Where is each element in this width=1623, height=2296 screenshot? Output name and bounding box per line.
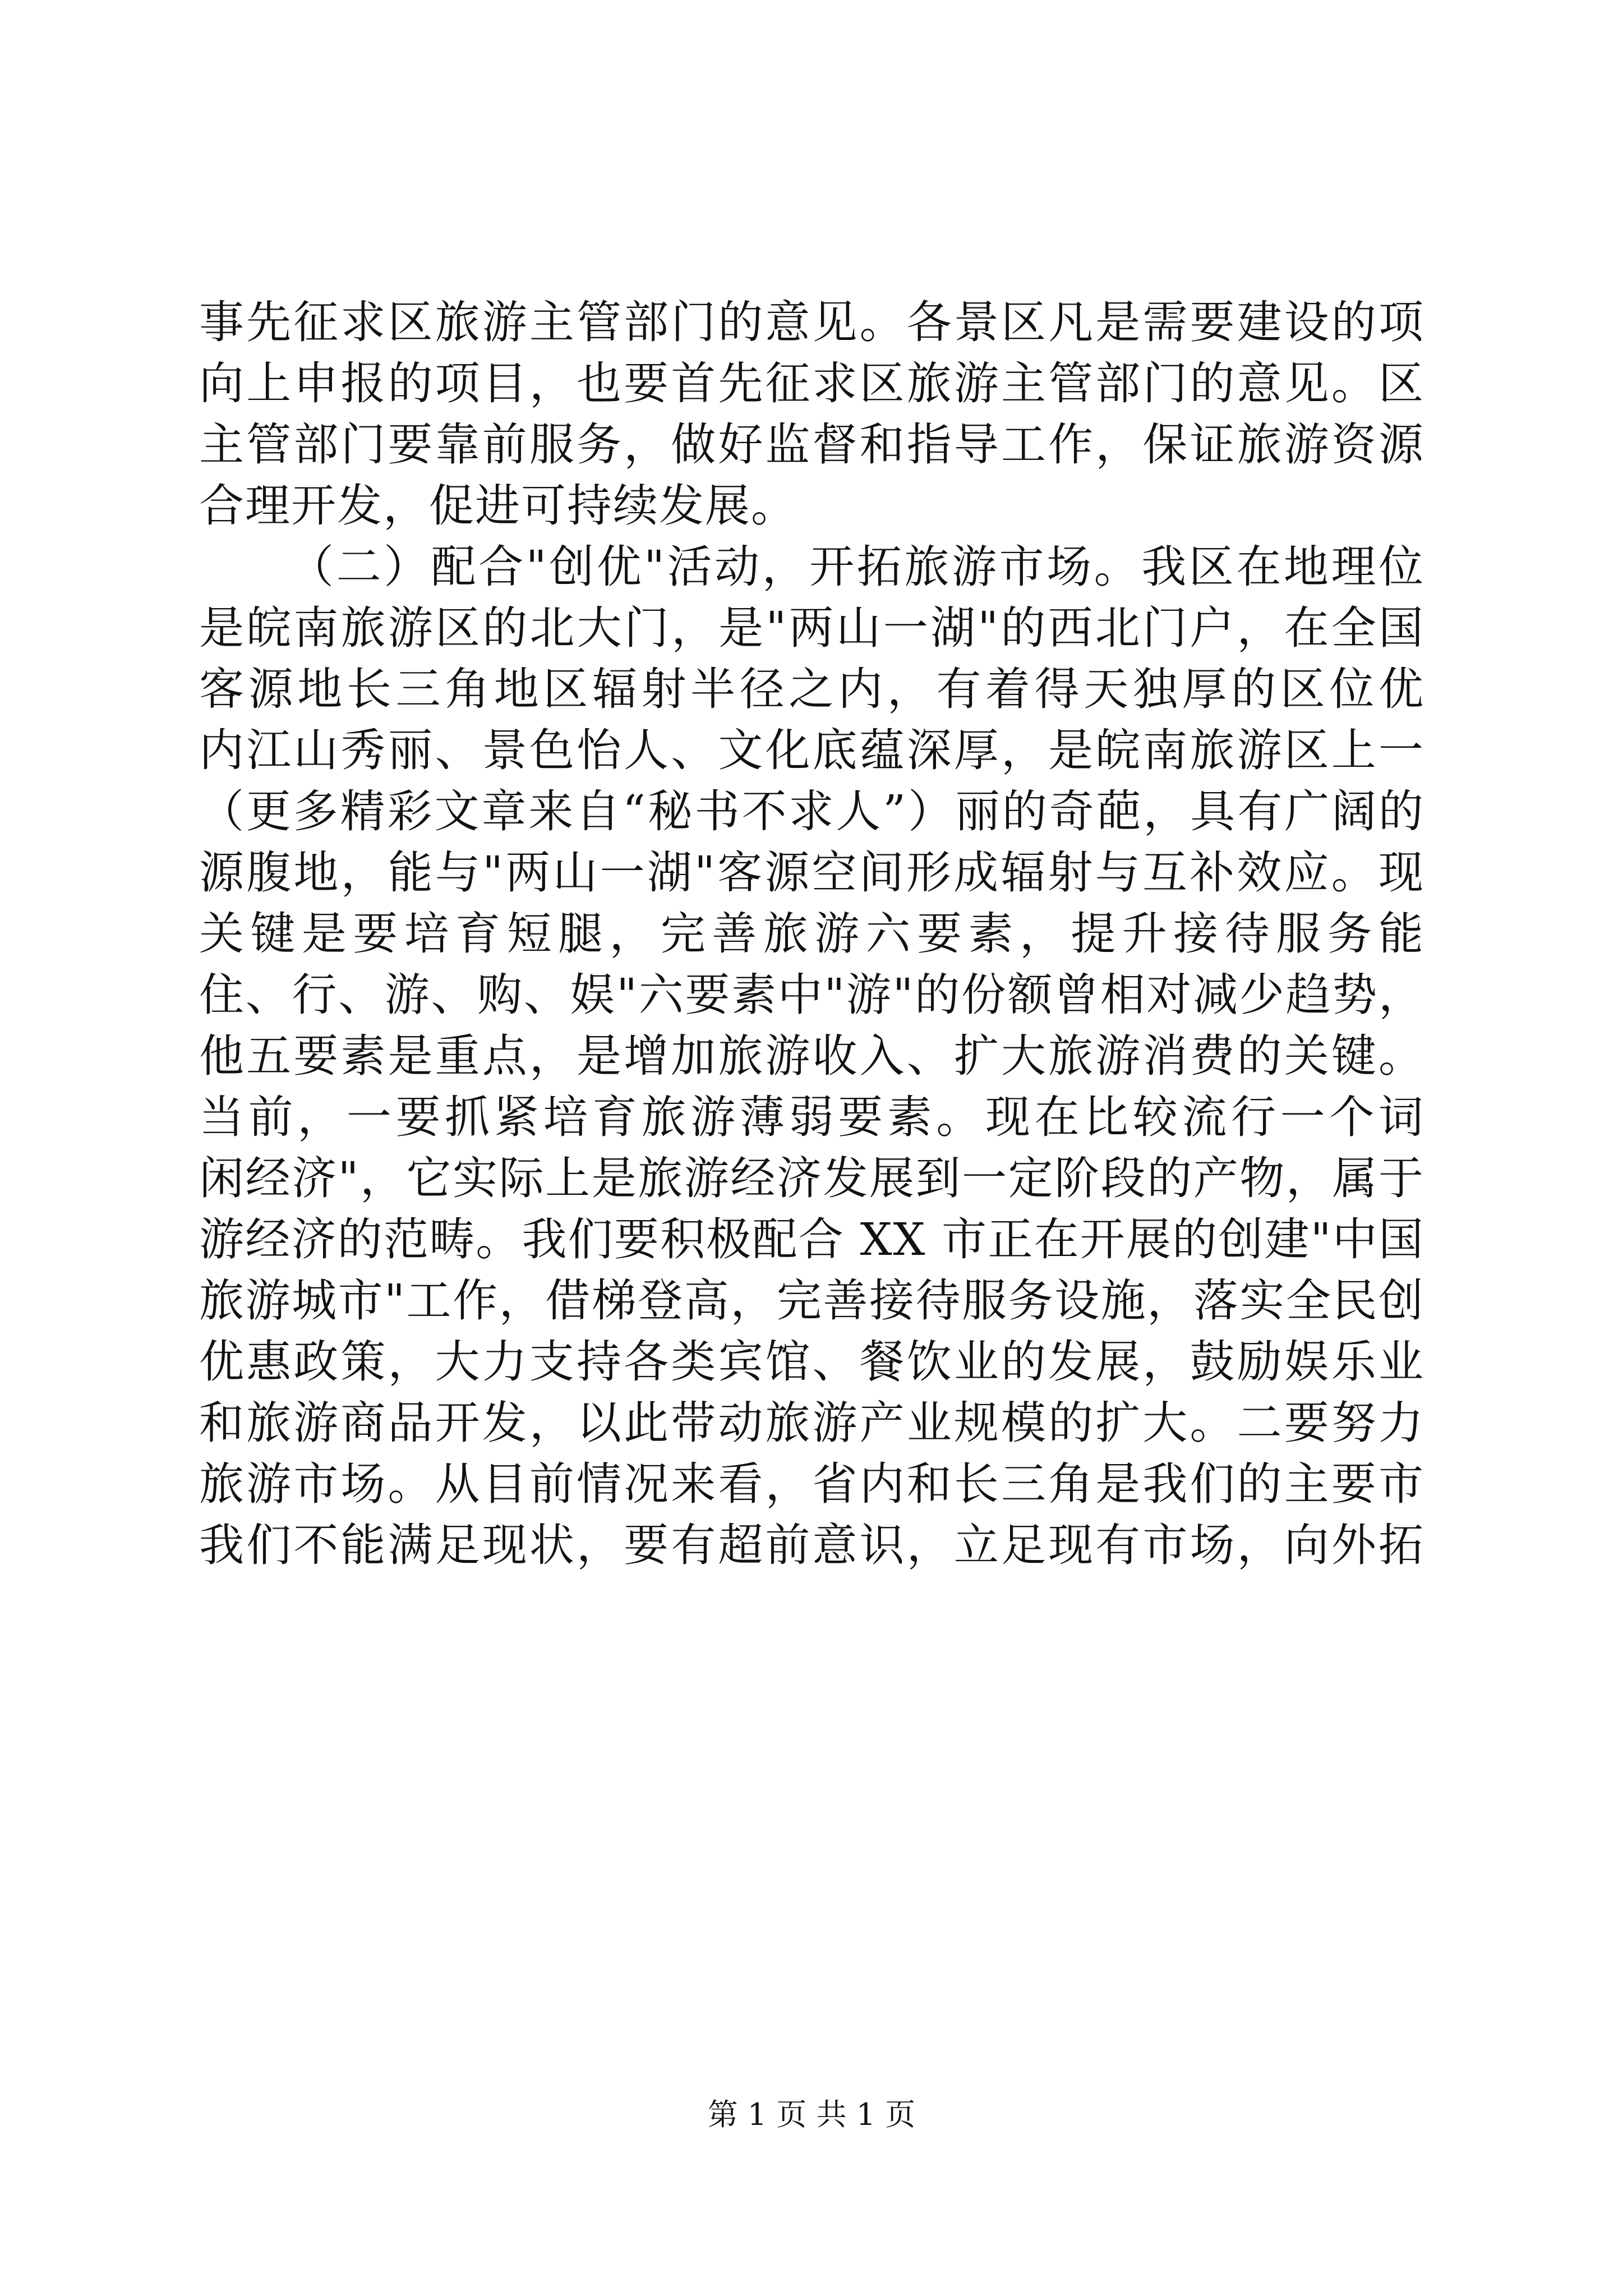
text-line: 合理开发，促进可持续发展。 [199,480,797,532]
paragraph-start-line: （二）配合"创优"活动，开拓旅游市场。我区在地理位 [289,541,1424,593]
text-line: 旅游市场。从目前情况来看，省内和长三角是我们的主要市 [199,1458,1424,1510]
text-line: 闲经济"，它实际上是旅游经济发展到一定阶段的产物，属于 [199,1152,1424,1204]
text-line: 向上申报的项目，也要首先征求区旅游主管部门的意见。区 [199,357,1424,409]
text-line: 我们不能满足现状，要有超前意识，立足现有市场，向外拓 [199,1519,1424,1571]
text-line: 住、行、游、购、娱"六要素中"游"的份额曾相对减少趋势， [199,969,1424,1021]
body-text [199,292,1424,1576]
text-line: 当前，一要抓紧培育旅游薄弱要素。现在比较流行一个词 [199,1091,1424,1143]
text-line: 事先征求区旅游主管部门的意见。各景区凡是需要建设的项 [199,296,1424,348]
text-line: 游经济的范畴。我们要积极配合 XX 市正在开展的创建"中国 [199,1213,1424,1266]
text-line: 客源地长三角地区辐射半径之内，有着得天独厚的区位优 [199,663,1424,715]
text-line: 优惠政策，大力支持各类宾馆、餐饮业的发展，鼓励娱乐业 [199,1336,1424,1388]
text-line: 和旅游商品开发，以此带动旅游产业规模的扩大。二要努力 [199,1397,1424,1449]
text-line: 他五要素是重点，是增加旅游收入、扩大旅游消费的关键。 [199,1030,1424,1082]
text-line: 内江山秀丽、景色怡人、文化底蕴深厚，是皖南旅游区上一 [199,724,1424,776]
text-line: 旅游城市"工作，借梯登高，完善接待服务设施，落实全民创 [199,1274,1424,1327]
text-line: 源腹地，能与"两山一湖"客源空间形成辐射与互补效应。现 [199,846,1424,899]
text-line: （更多精彩文章来自“秘书不求人”）丽的奇葩，具有广阔的 [199,785,1424,838]
text-line: 是皖南旅游区的北大门，是"两山一湖"的西北门户，在全国 [199,602,1424,654]
page-number-footer: 第 1 页 共 1 页 [707,2097,916,2132]
text-line: 主管部门要靠前服务，做好监督和指导工作，保证旅游资源 [199,418,1424,471]
text-line: 关键是要培育短腿，完善旅游六要素，提升接待服务能 [199,908,1424,960]
